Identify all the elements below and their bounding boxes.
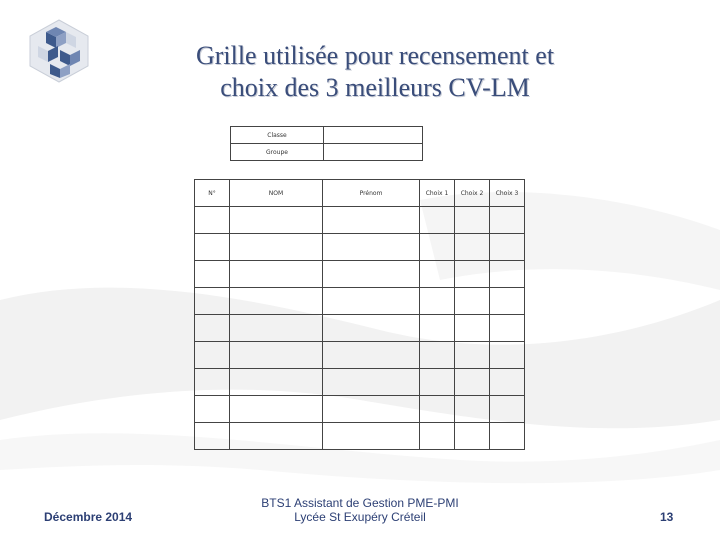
table-row [195, 369, 525, 396]
grid-cell[interactable] [230, 261, 323, 288]
header-nom: NOM [230, 180, 323, 207]
grid-cell[interactable] [230, 369, 323, 396]
grid-cell[interactable] [323, 288, 420, 315]
grid-cell[interactable] [420, 261, 455, 288]
footer-line-2: Lycée St Exupéry Créteil [294, 510, 426, 524]
grid-cell[interactable] [323, 261, 420, 288]
grid-cell[interactable] [230, 288, 323, 315]
class-value[interactable] [324, 127, 423, 144]
grid-cell[interactable] [230, 423, 323, 450]
footer-line-1: BTS1 Assistant de Gestion PME-PMI [261, 496, 459, 510]
grid-cell[interactable] [420, 423, 455, 450]
table-row [195, 315, 525, 342]
slide-title [120, 40, 630, 104]
grid-cell[interactable] [490, 423, 525, 450]
page-number: 13 [660, 510, 674, 524]
grid-cell[interactable] [490, 288, 525, 315]
table-row [195, 342, 525, 369]
grid-cell[interactable] [323, 315, 420, 342]
title-line-1: Grille utilisée pour recensement et [195, 41, 555, 70]
grid-cell[interactable] [230, 234, 323, 261]
grid-cell[interactable] [455, 342, 490, 369]
header-choix-2: Choix 2 [455, 180, 490, 207]
table-row [195, 234, 525, 261]
grid-cell[interactable] [490, 207, 525, 234]
grid-cell[interactable] [455, 315, 490, 342]
grid-cell[interactable] [323, 342, 420, 369]
grid-cell[interactable] [455, 396, 490, 423]
grid-cell[interactable] [323, 234, 420, 261]
grid-cell[interactable] [420, 315, 455, 342]
grid-cell[interactable] [490, 261, 525, 288]
grid-cell[interactable] [490, 342, 525, 369]
grid-cell[interactable] [195, 261, 230, 288]
grid-cell[interactable] [490, 234, 525, 261]
grid-cell[interactable] [323, 396, 420, 423]
class-label: Classe [231, 127, 324, 144]
grid-cell[interactable] [195, 207, 230, 234]
grid-cell[interactable] [455, 288, 490, 315]
grid-cell[interactable] [323, 423, 420, 450]
table-row [231, 144, 423, 161]
grid-cell[interactable] [230, 315, 323, 342]
grid-cell[interactable] [420, 234, 455, 261]
grid-cell[interactable] [490, 315, 525, 342]
group-label: Groupe [231, 144, 324, 161]
group-value[interactable] [324, 144, 423, 161]
grid-cell[interactable] [323, 369, 420, 396]
footer-date: Décembre 2014 [44, 510, 133, 524]
grid-cell[interactable] [455, 234, 490, 261]
table-row [195, 396, 525, 423]
grid-cell[interactable] [230, 342, 323, 369]
grid-cell[interactable] [195, 342, 230, 369]
grid-cell[interactable] [455, 423, 490, 450]
footer-school [210, 496, 510, 524]
grid-cell[interactable] [195, 396, 230, 423]
grid-header-row [195, 180, 525, 207]
title-line-2: choix des 3 meilleurs CV-LM [220, 73, 530, 102]
grid-cell[interactable] [490, 396, 525, 423]
grid-cell[interactable] [420, 342, 455, 369]
cv-selection-grid [194, 179, 525, 450]
grid-body [195, 207, 525, 450]
grid-cell[interactable] [455, 261, 490, 288]
grid-cell[interactable] [195, 315, 230, 342]
header-number: N° [195, 180, 230, 207]
header-prenom: Prénom [323, 180, 420, 207]
grid-cell[interactable] [230, 207, 323, 234]
grid-cell[interactable] [195, 369, 230, 396]
grid-cell[interactable] [420, 288, 455, 315]
grid-cell[interactable] [230, 396, 323, 423]
grid-cell[interactable] [455, 207, 490, 234]
table-row [195, 288, 525, 315]
table-row [195, 261, 525, 288]
grid-cell[interactable] [455, 369, 490, 396]
cube-logo-icon [26, 18, 92, 84]
grid-cell[interactable] [323, 207, 420, 234]
grid-cell[interactable] [195, 234, 230, 261]
header-choix-3: Choix 3 [490, 180, 525, 207]
grid-cell[interactable] [420, 369, 455, 396]
table-row [195, 423, 525, 450]
table-row [195, 207, 525, 234]
table-row [231, 127, 423, 144]
grid-cell[interactable] [490, 369, 525, 396]
header-choix-1: Choix 1 [420, 180, 455, 207]
class-group-table [230, 126, 423, 161]
grid-cell[interactable] [420, 207, 455, 234]
grid-cell[interactable] [195, 288, 230, 315]
grid-cell[interactable] [420, 396, 455, 423]
grid-cell[interactable] [195, 423, 230, 450]
